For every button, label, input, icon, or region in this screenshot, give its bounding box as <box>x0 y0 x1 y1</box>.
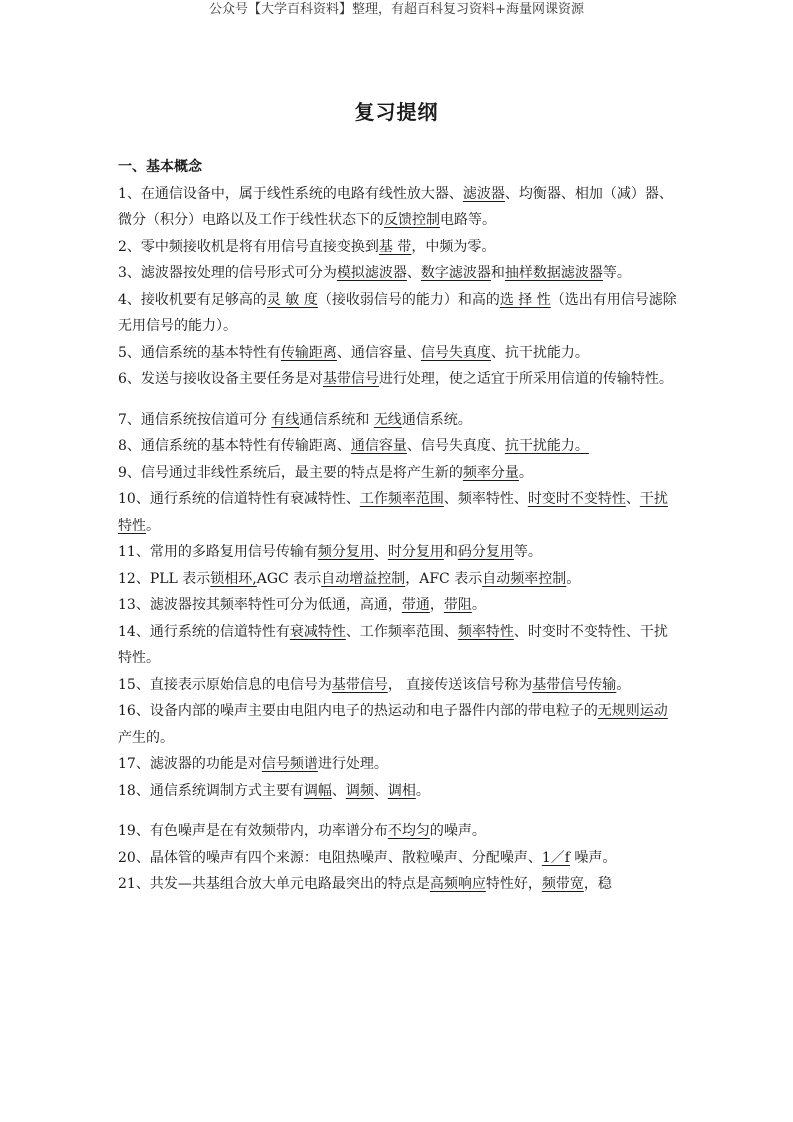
item-text: 16、设备内部的噪声主要由电阻内电子的热运动和电子器件内部的带电粒子的 <box>118 703 598 719</box>
item-text: 8、通信系统的基本特性有传输距离、 <box>118 438 351 454</box>
list-item <box>118 181 680 234</box>
list-item <box>118 751 680 778</box>
list-item <box>118 778 680 805</box>
answer-blank: 码分复用 <box>457 544 514 560</box>
answer-blank: 有线 <box>271 411 300 428</box>
list-item <box>118 592 680 619</box>
list-item <box>118 433 680 460</box>
answer-blank: 通信容量 <box>350 438 407 454</box>
list-item <box>118 407 680 434</box>
item-text: 。 <box>146 517 160 534</box>
answer-blank: 抗干扰能力。 <box>504 438 589 454</box>
item-text: 特性好， <box>485 876 542 892</box>
item-text: 和 <box>490 265 505 281</box>
answer-blank: 基带信号传输 <box>532 676 617 693</box>
answer-blank: 无线 <box>373 411 402 428</box>
item-text: 、信号失真度、 <box>406 438 505 454</box>
list-item <box>118 818 680 845</box>
answer-blank: 频分复用 <box>317 544 374 560</box>
item-text: 、抗干扰能力。 <box>490 344 589 361</box>
item-text: ， 直接传送该信号称为 <box>387 676 533 693</box>
item-text: 14、通行系统的信道特性有 <box>118 623 290 640</box>
list-item <box>118 234 680 261</box>
list-item <box>118 460 680 487</box>
answer-blank: 干扰特性 <box>118 491 668 534</box>
item-text: AGC 表示 <box>256 570 322 587</box>
list-item <box>118 340 680 367</box>
answer-blank: 频率特性 <box>457 623 514 640</box>
item-text: 9、信号通过非线性系统后，最主要的特点是将产生新的 <box>118 464 463 481</box>
item-text: 、频率特性、 <box>443 491 528 507</box>
list-item <box>118 539 680 566</box>
paragraph-gap <box>118 804 680 818</box>
item-text: 。 <box>518 464 533 481</box>
answer-blank: 滤波器 <box>462 185 505 202</box>
answer-blank: 反馈控制 <box>384 212 440 228</box>
answer-blank: 高频响应 <box>429 876 486 892</box>
item-text: 4、接收机要有足够高的 <box>118 291 267 308</box>
answer-blank: 传输距离 <box>280 344 337 361</box>
list-item <box>118 619 680 672</box>
answer-blank: 模拟滤波器 <box>336 265 407 281</box>
list-item <box>118 486 680 539</box>
item-text: 1、在通信设备中，属于线性系统的电路有线性放大器、 <box>118 185 463 202</box>
list-item <box>118 845 680 872</box>
item-text: 21、共发—共基组合放大单元电路最突出的特点是 <box>118 876 430 892</box>
answer-blank: 频带宽 <box>541 876 584 892</box>
item-text: （接收弱信号的能力）和高的 <box>317 291 500 308</box>
item-text: （选出有用信号滤除无用信号的能力）。 <box>118 291 677 334</box>
answer-blank: 基带信号 <box>331 676 388 693</box>
list-item <box>118 260 680 287</box>
answer-blank: 自动增益控制 <box>321 570 406 587</box>
list-item <box>118 698 680 751</box>
item-text: 6、发送与接收设备主要任务是对 <box>118 371 323 387</box>
item-text: 、 <box>625 491 640 507</box>
item-text: 的噪声。 <box>429 823 486 839</box>
answer-blank: 基带信号 <box>322 371 379 387</box>
item-text: 、通信容量、 <box>336 344 421 361</box>
item-text: 、均衡器、相加（减）器、微分（积分）电路以及工作于线性状态下的 <box>118 185 673 228</box>
item-text: 、时变时不变特性、干扰特性。 <box>118 623 668 666</box>
answer-blank: 1／f <box>541 849 570 866</box>
item-text: 11、常用的多路复用信号传输有 <box>118 544 318 560</box>
item-list <box>118 181 680 898</box>
answer-blank: 选 择 性 <box>499 291 551 308</box>
list-item <box>118 566 680 593</box>
answer-blank: 锁相环, <box>210 570 257 587</box>
answer-blank: 无规则运动 <box>597 703 668 719</box>
item-text: 等。 <box>513 544 542 560</box>
answer-blank: 带阻 <box>443 597 472 613</box>
item-text: 进行处理，使之适宜于所采用信道的传输特性。 <box>378 371 673 387</box>
answer-blank: 数字滤波器 <box>420 265 491 281</box>
answer-blank: 调相 <box>387 782 416 799</box>
header-watermark: 公众号【大学百科资料】整理，有超百科复习资料+海量网课资源 <box>209 2 584 17</box>
item-text: 18、通信系统调制方式主要有 <box>118 782 304 799</box>
item-text: 、 <box>331 782 346 799</box>
item-text: 产生的。 <box>118 729 174 746</box>
item-text: 3、滤波器按处理的信号形式可分为 <box>118 265 337 281</box>
section-heading: 一、基本概念 <box>118 159 202 175</box>
item-text: 进行处理。 <box>317 756 388 772</box>
answer-blank: 信号失真度 <box>420 344 491 361</box>
document-body <box>118 154 680 898</box>
item-text: 。 <box>415 782 430 799</box>
item-text: 2、零中频接收机是将有用信号直接变换到 <box>118 238 379 255</box>
item-text: 、 <box>373 782 388 799</box>
item-text: 。 <box>471 597 486 613</box>
item-text: 17、滤波器的功能是对 <box>118 756 262 772</box>
item-text: 通信系统。 <box>401 411 472 428</box>
item-text: 、工作频率范围、 <box>345 623 458 640</box>
answer-blank: 频率分量 <box>462 464 519 481</box>
answer-blank: 信号频谱 <box>261 756 318 772</box>
answer-blank: 衰减特性 <box>289 623 346 640</box>
item-text: 通信系统和 <box>299 411 374 428</box>
item-text: ，中频为零。 <box>411 238 496 255</box>
answer-blank: 灵 敏 度 <box>266 291 318 308</box>
answer-blank: 自动频率控制 <box>482 570 567 587</box>
item-text: 19、有色噪声是在有效频带内，功率谱分布 <box>118 823 388 839</box>
item-text: 15、直接表示原始信息的电信号为 <box>118 676 332 693</box>
list-item <box>118 366 680 393</box>
answer-blank: 带通 <box>401 597 430 613</box>
answer-blank: 工作频率范围 <box>359 491 444 507</box>
item-text: 20、晶体管的噪声有四个来源：电阻热噪声、散粒噪声、分配噪声、 <box>118 849 542 866</box>
answer-blank: 不均匀 <box>387 823 430 839</box>
answer-blank: 调频 <box>345 782 374 799</box>
item-text: 和 <box>443 544 458 560</box>
item-text: 、 <box>373 544 388 560</box>
item-text: 、 <box>406 265 421 281</box>
item-text: 7、通信系统按信道可分 <box>118 411 272 428</box>
item-text: 。 <box>616 676 631 693</box>
item-text: 。 <box>566 570 581 587</box>
list-item <box>118 871 680 898</box>
page-title: 复习提纲 <box>354 100 439 124</box>
item-text: ，AFC 表示 <box>405 570 483 587</box>
item-text: ， <box>429 597 444 613</box>
answer-blank: 基 带 <box>378 238 412 255</box>
item-text: 13、滤波器按其频率特性可分为低通，高通， <box>118 597 402 613</box>
list-item <box>118 672 680 699</box>
item-text: 等。 <box>602 265 631 281</box>
answer-blank: 抽样数据滤波器 <box>504 265 603 281</box>
answer-blank: 时变时不变特性 <box>527 491 626 507</box>
answer-blank: 调幅 <box>303 782 332 799</box>
list-item <box>118 287 680 340</box>
paragraph-gap <box>118 393 680 407</box>
item-text: ，稳 <box>583 876 612 892</box>
item-text: 噪声。 <box>569 849 617 866</box>
item-text: 5、通信系统的基本特性有 <box>118 344 281 361</box>
answer-blank: 时分复用 <box>387 544 444 560</box>
item-text: 12、PLL 表示 <box>118 570 211 587</box>
item-text: 电路等。 <box>440 212 496 228</box>
item-text: 10、通行系统的信道特性有衰减特性、 <box>118 491 360 507</box>
